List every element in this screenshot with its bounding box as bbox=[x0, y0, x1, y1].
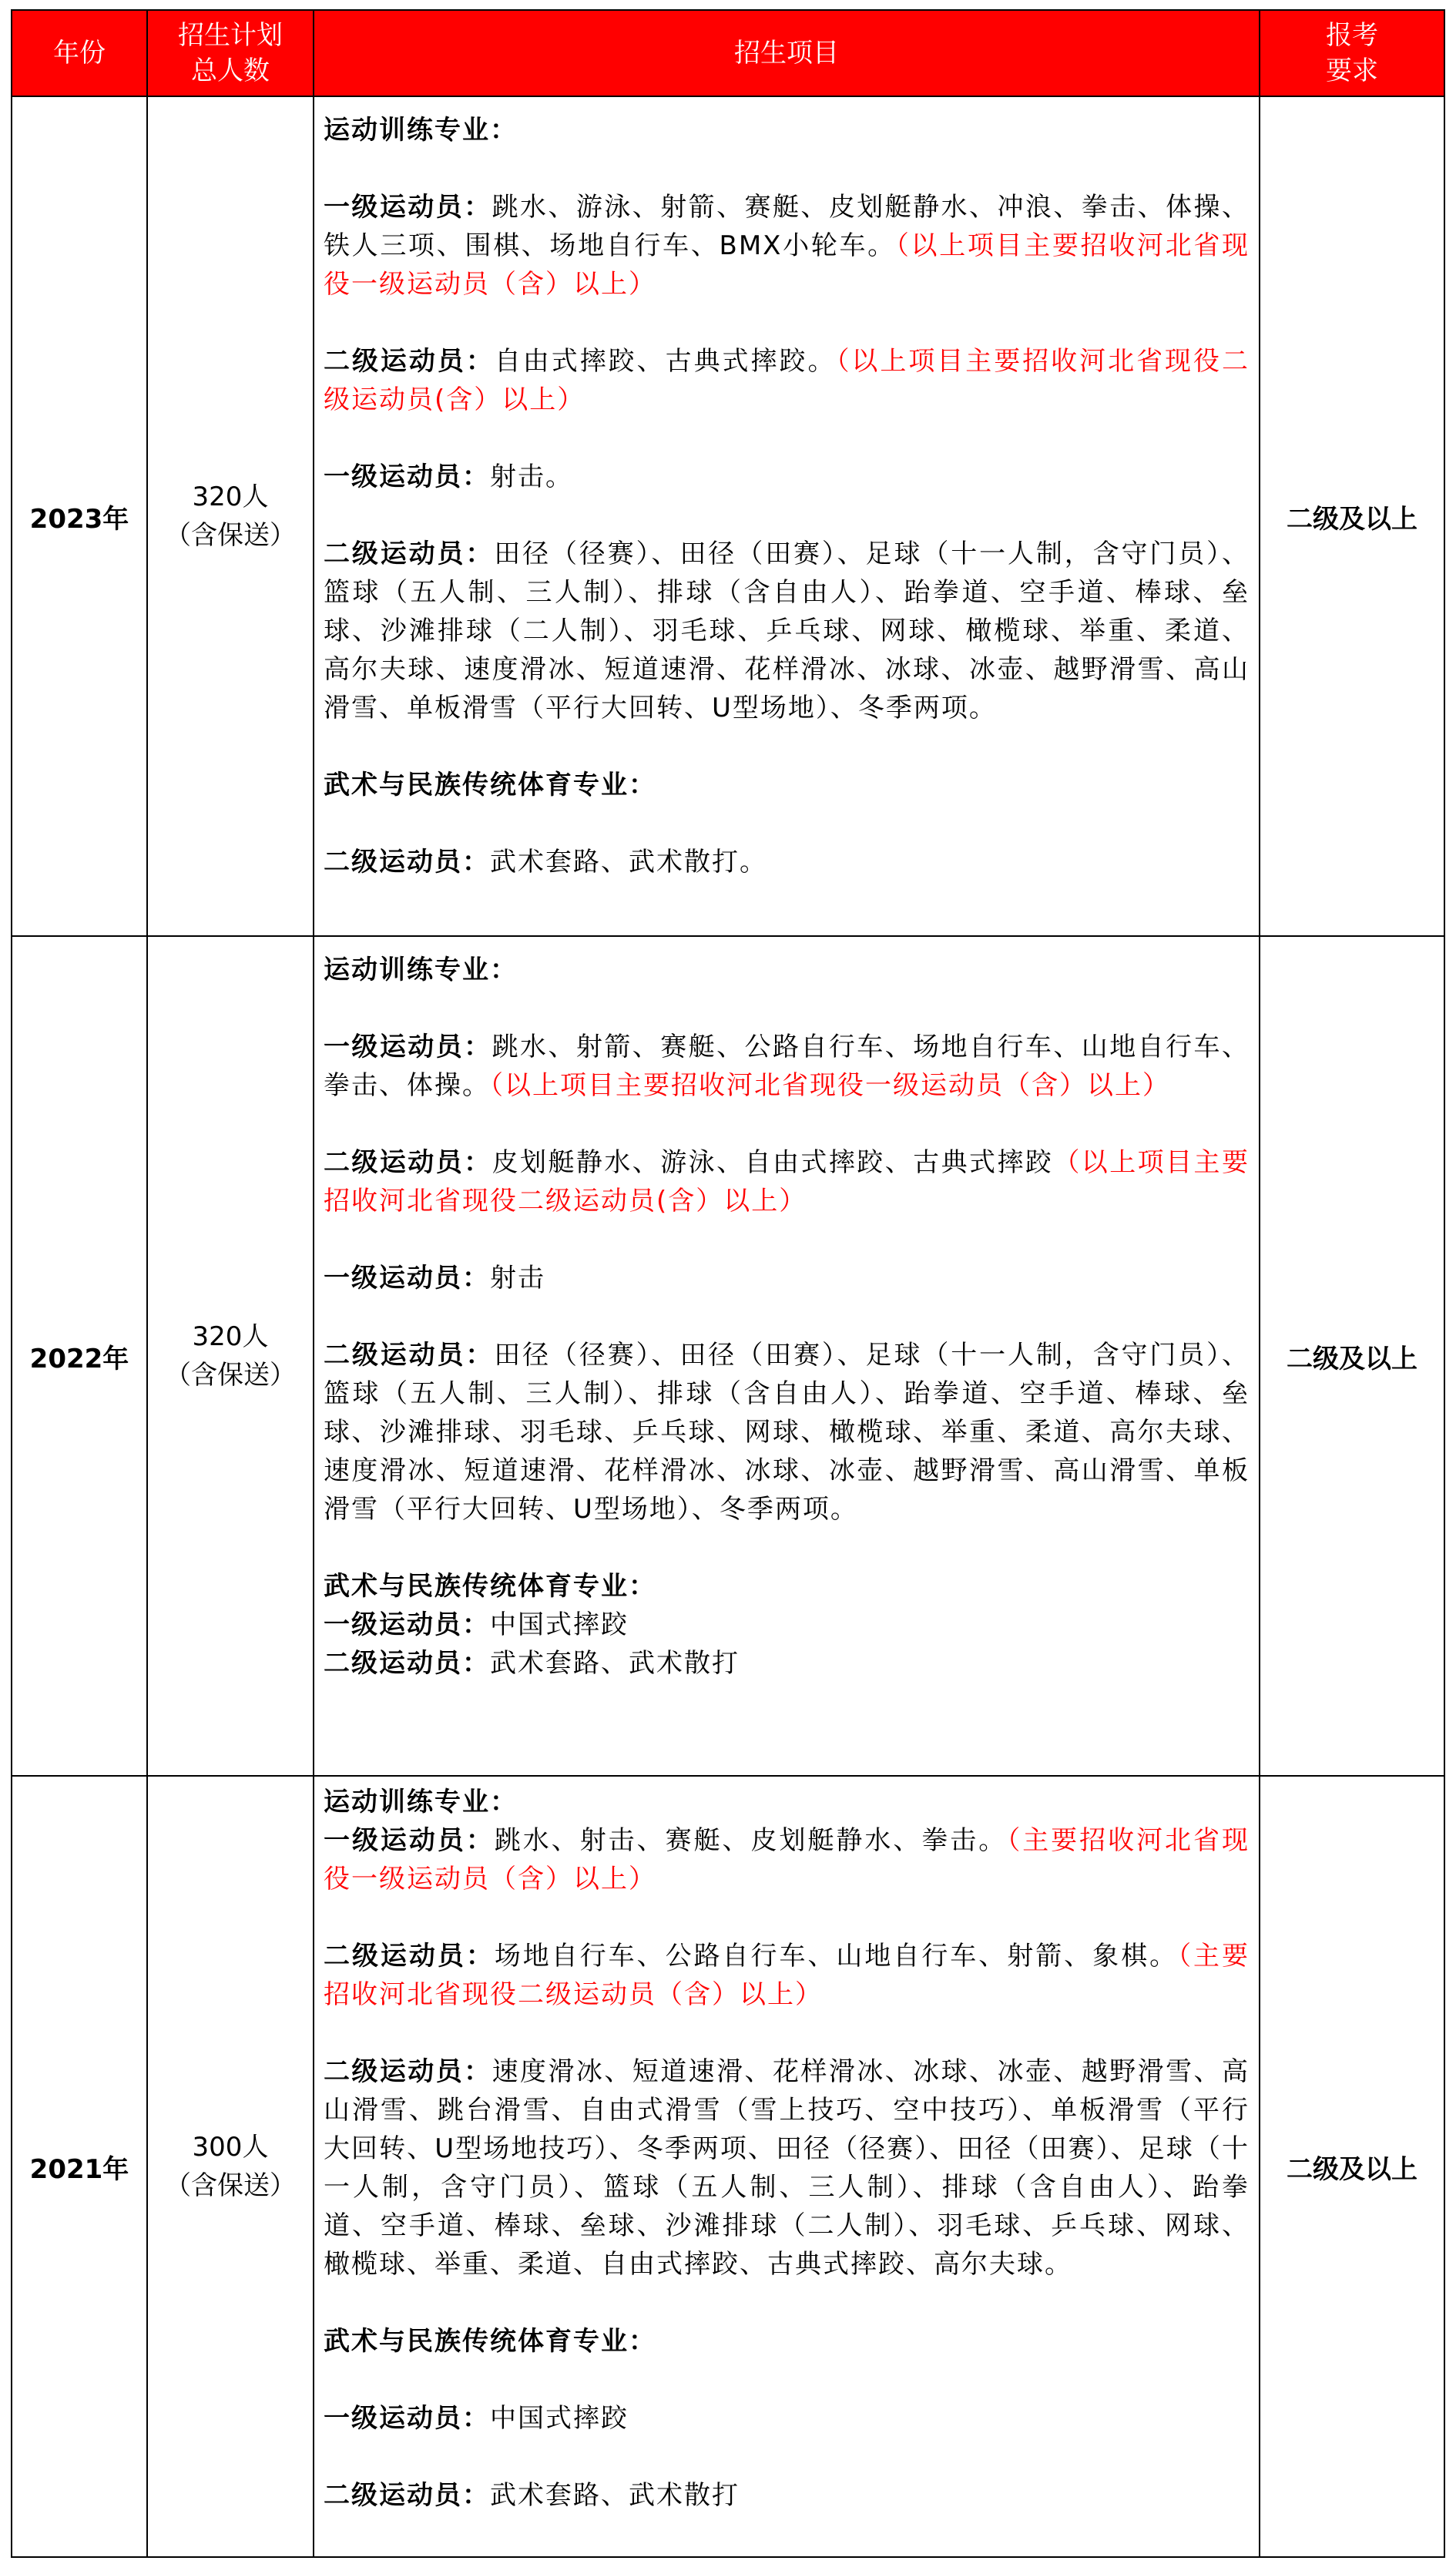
group-paragraph: 二级运动员：速度滑冰、短道速滑、花样滑冰、冰球、冰壶、越野滑雪、高山滑雪、跳台滑雪、自由式滑雪（雪上技巧、空中技巧）、单板滑雪（平行大回转、U型场地技巧）、冬季两项、田径（径赛）、田径（田赛）、足球（十一人制，含守门员）、篮球（五人制、三人制）、排球（含自由人）、跆拳道、空手道、棒球、垒球、沙滩排球（二人制）、羽毛球、乒乓球、网球、橄榄球、举重、柔道、自由式摔跤、古典式摔跤、高尔夫球。 bbox=[324, 2056, 1250, 2280]
group-paragraph: 二级运动员：武术套路、武术散打 bbox=[324, 1648, 740, 1679]
group-paragraph: 二级运动员：田径（径赛）、田径（田赛）、足球（十一人制，含守门员）、篮球（五人制、三人制）、排球（含自由人）、跆拳道、空手道、棒球、垒球、沙滩排球、羽毛球、乒乓球、网球、橄榄球、举重、柔道、高尔夫球、速度滑冰、短道速滑、花样滑冰、冰球、冰壶、越野滑雪、高山滑雪、单板滑雪（平行大回转、U型场地）、冬季两项。 bbox=[324, 1340, 1250, 1525]
major-heading: 武术与民族传统体育专业： bbox=[324, 2326, 656, 2357]
items-cell bbox=[314, 96, 1260, 936]
group-paragraph: 一级运动员：中国式摔跤 bbox=[324, 2403, 629, 2434]
group-paragraph: 二级运动员：田径（径赛）、田径（田赛）、足球（十一人制，含守门员）、篮球（五人制、三人制）、排球（含自由人）、跆拳道、空手道、棒球、垒球、沙滩排球（二人制）、羽毛球、乒乓球、网球、橄榄球、举重、柔道、高尔夫球、速度滑冰、短道速滑、花样滑冰、冰球、冰壶、越野滑雪、高山滑雪、单板滑雪（平行大回转、U型场地）、冬季两项。 bbox=[324, 539, 1250, 723]
group-paragraph: 一级运动员：射击。 bbox=[324, 461, 573, 492]
table-row bbox=[12, 936, 1444, 1776]
year-cell: 2021年 bbox=[12, 1776, 147, 2557]
admissions-table bbox=[11, 9, 1445, 2558]
header-items: 招生项目 bbox=[314, 10, 1260, 96]
requirement-cell: 二级及以上 bbox=[1260, 1776, 1444, 2557]
header-requirement: 报考 要求 bbox=[1260, 10, 1444, 96]
major-heading: 武术与民族传统体育专业： bbox=[324, 1571, 656, 1602]
year-cell: 2023年 bbox=[12, 96, 147, 936]
header-quota: 招生计划 总人数 bbox=[147, 10, 314, 96]
major-heading: 武术与民族传统体育专业： bbox=[324, 770, 656, 800]
group-paragraph: 一级运动员：跳水、游泳、射箭、赛艇、皮划艇静水、冲浪、拳击、体操、铁人三项、围棋、场地自行车、BMX小轮车。（以上项目主要招收河北省现役一级运动员（含）以上） bbox=[324, 192, 1250, 300]
table-row bbox=[12, 96, 1444, 936]
group-paragraph: 二级运动员：武术套路、武术散打。 bbox=[324, 847, 767, 878]
requirement-cell: 二级及以上 bbox=[1260, 96, 1444, 936]
group-paragraph: 二级运动员：皮划艇静水、游泳、自由式摔跤、古典式摔跤（以上项目主要招收河北省现役二级运动员(含）以上） bbox=[324, 1147, 1250, 1217]
group-paragraph: 一级运动员：射击 bbox=[324, 1263, 545, 1294]
items-cell bbox=[314, 1776, 1260, 2557]
group-paragraph: 一级运动员：中国式摔跤 bbox=[324, 1609, 629, 1640]
quota-cell: 300人 （含保送） bbox=[147, 1776, 314, 2557]
group-paragraph: 二级运动员：武术套路、武术散打 bbox=[324, 2480, 740, 2511]
major-heading: 运动训练专业： bbox=[324, 955, 518, 985]
header-year: 年份 bbox=[12, 10, 147, 96]
items-cell bbox=[314, 936, 1260, 1776]
group-paragraph: 一级运动员：跳水、射击、赛艇、皮划艇静水、拳击。（主要招收河北省现役一级运动员（含）以上） bbox=[324, 1825, 1250, 1894]
year-cell: 2022年 bbox=[12, 936, 147, 1776]
group-paragraph: 二级运动员：自由式摔跤、古典式摔跤。（以上项目主要招收河北省现役二级运动员(含）以上） bbox=[324, 346, 1250, 415]
major-heading: 运动训练专业： bbox=[324, 1787, 518, 1817]
table-row bbox=[12, 1776, 1444, 2557]
quota-cell: 320人 （含保送） bbox=[147, 936, 314, 1776]
group-paragraph: 一级运动员：跳水、射箭、赛艇、公路自行车、场地自行车、山地自行车、拳击、体操。（以上项目主要招收河北省现役一级运动员（含）以上） bbox=[324, 1032, 1250, 1101]
header-row bbox=[12, 10, 1444, 96]
quota-cell: 320人 （含保送） bbox=[147, 96, 314, 936]
major-heading: 运动训练专业： bbox=[324, 115, 518, 146]
requirement-cell: 二级及以上 bbox=[1260, 936, 1444, 1776]
group-paragraph: 二级运动员：场地自行车、公路自行车、山地自行车、射箭、象棋。（主要招收河北省现役二级运动员（含）以上） bbox=[324, 1941, 1250, 2010]
